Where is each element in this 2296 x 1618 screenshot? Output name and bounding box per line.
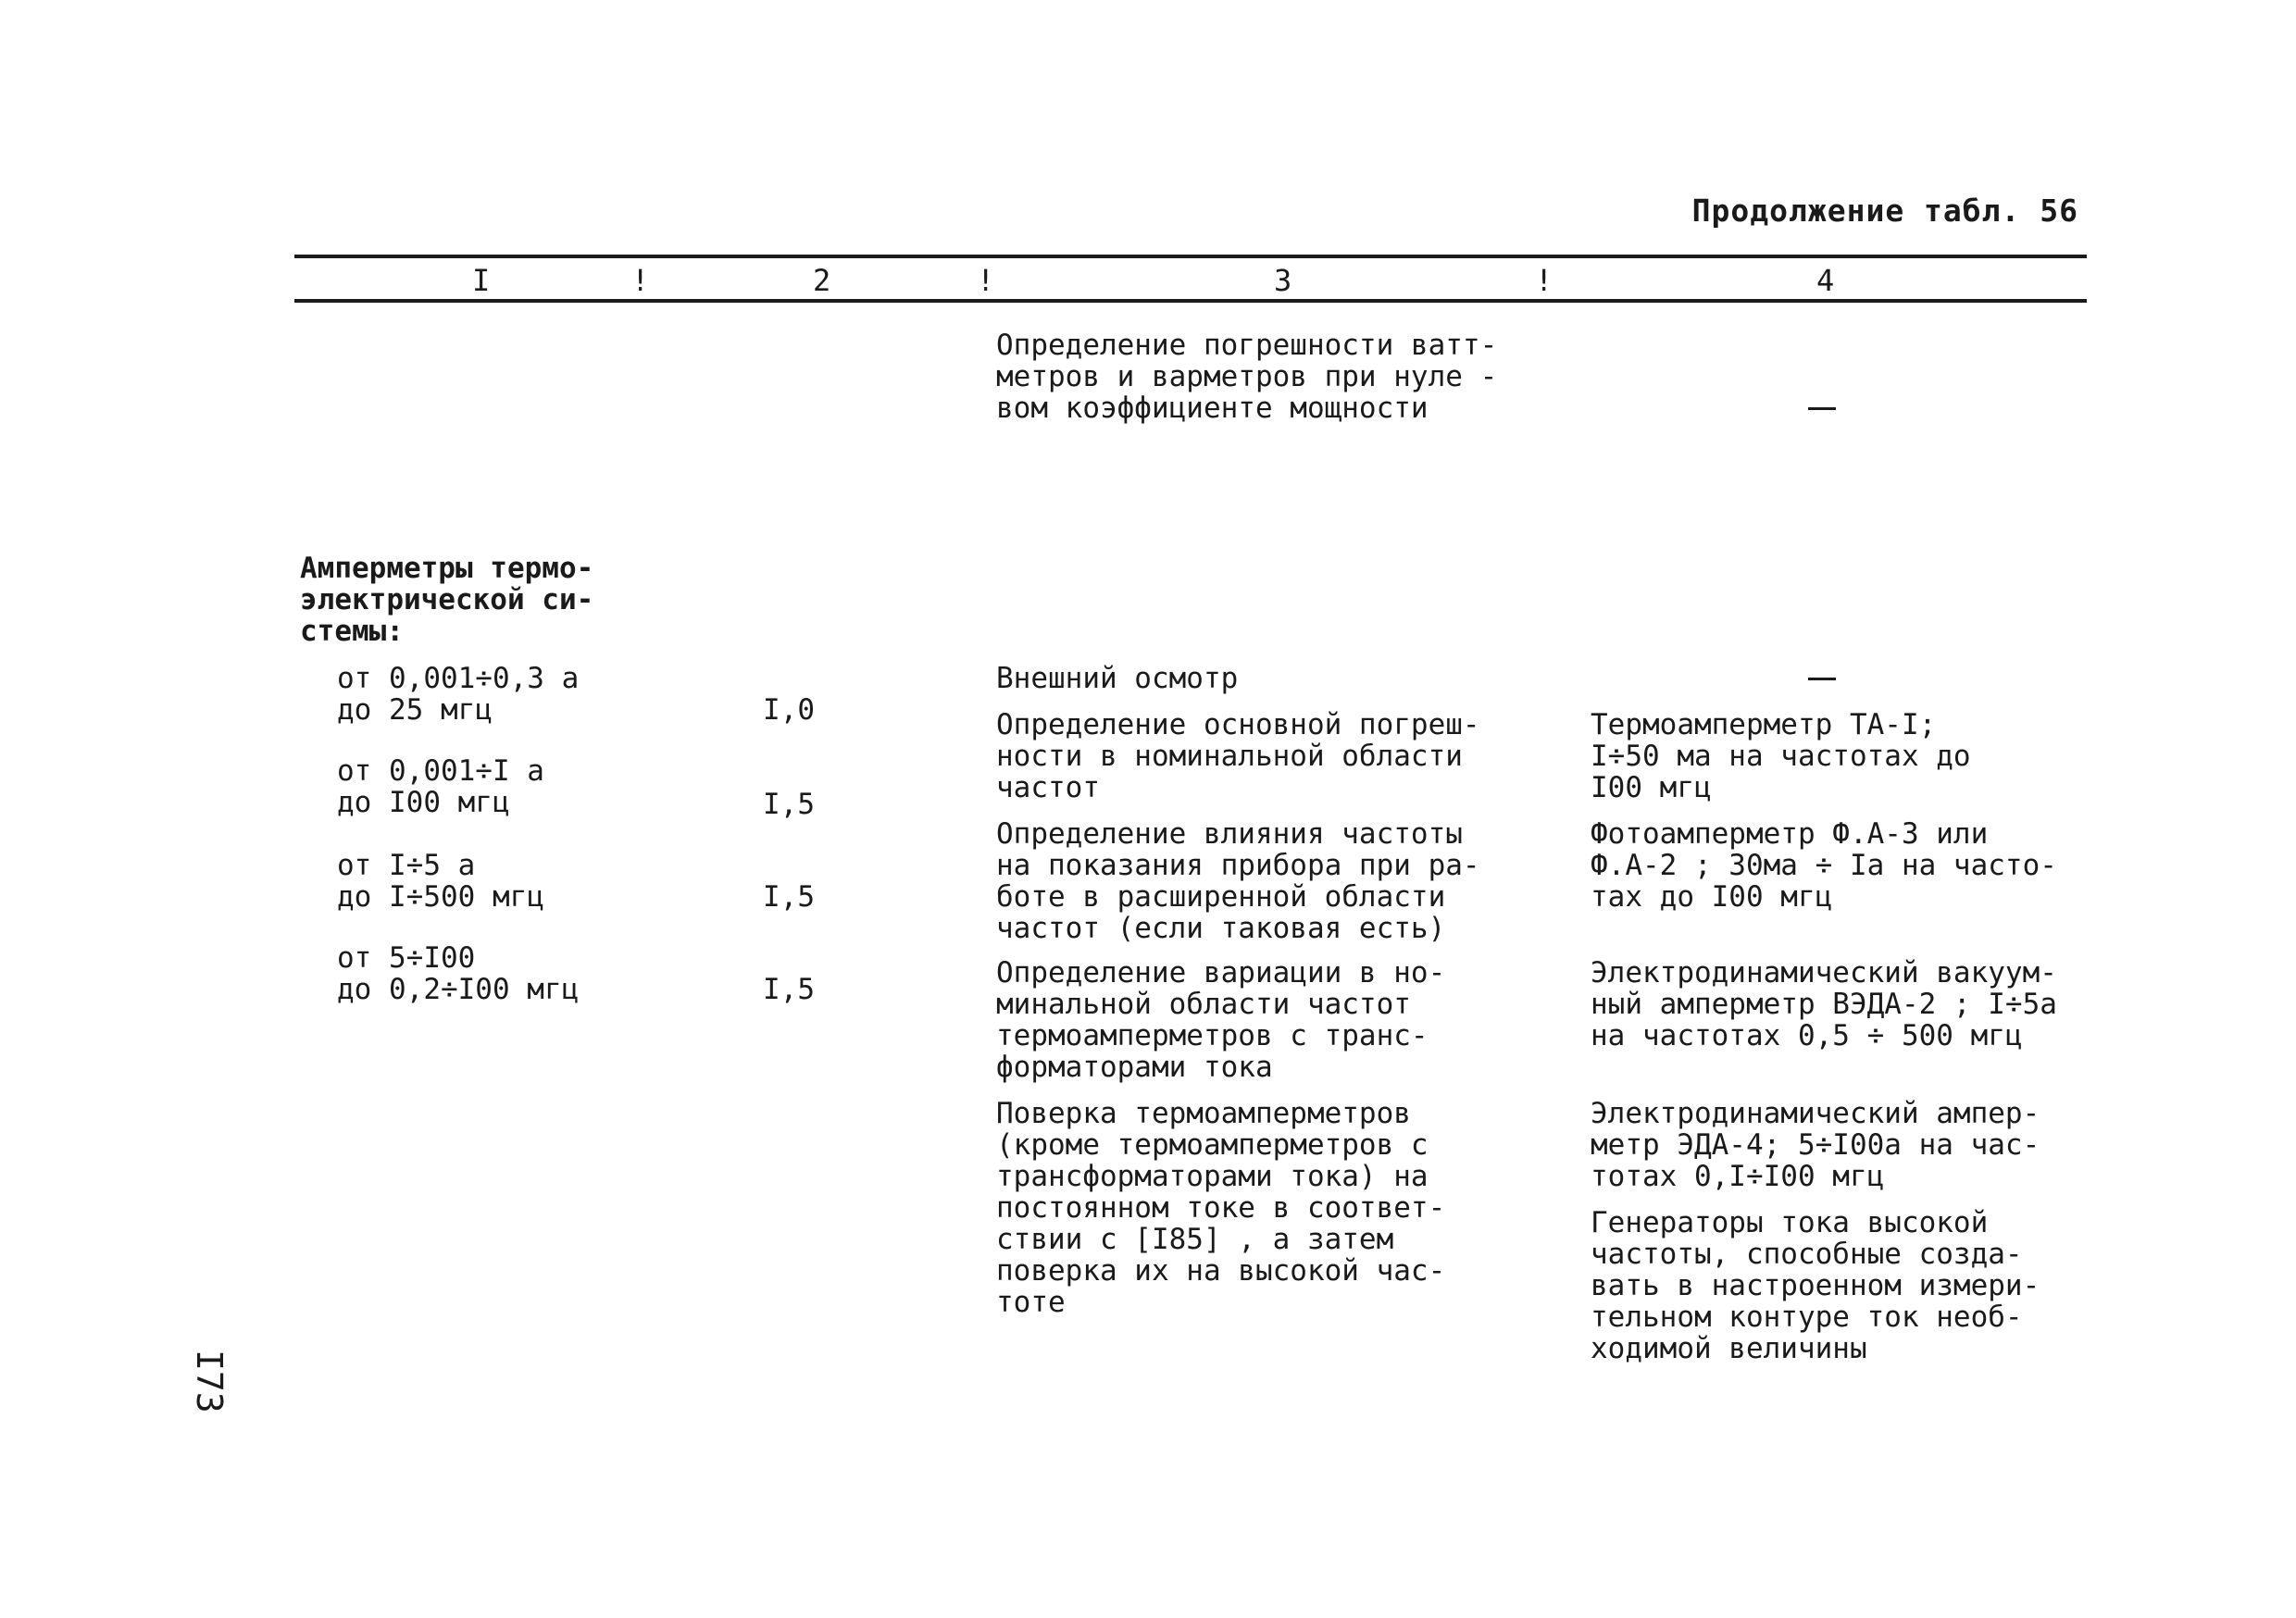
- table-caption: Продолжение табл. 56: [1691, 193, 2078, 229]
- group-title: Амперметры термо- электрической си- стемы:: [300, 552, 594, 648]
- means-eda4: Электродинамический ампер- метр ЭДА-4; 5÷I00а на час- тотах 0,I÷I00 мгц: [1591, 1097, 2040, 1193]
- column-separator: !: [631, 263, 650, 298]
- range-1: от 0,001÷0,3 а до 25 мгц: [337, 662, 580, 727]
- column-header-1: I: [472, 263, 491, 298]
- means-dash: [1808, 407, 1836, 410]
- table-top-rule: [294, 255, 2087, 258]
- column-header-2: 2: [813, 263, 831, 298]
- means-photo-ammeter: Фотоамперметр Ф.А-3 или Ф.А-2 ; 30ма ÷ Iа на часто- тах до I00 мгц: [1591, 817, 2057, 914]
- operation-dc-verification: Поверка термоамперметров (кроме термоамперметров с трансформаторами тока) на постоянном токе в соответ- ствии с [I85] , а затем поверка их на высокой час- тоте: [996, 1097, 1446, 1319]
- accuracy-class-4: I,5: [763, 973, 815, 1006]
- means-ta1: Термоамперметр ТА-I; I÷50 ма на частотах до I00 мгц: [1591, 708, 1971, 804]
- accuracy-class-2: I,5: [763, 788, 815, 821]
- column-header-3: 3: [1274, 263, 1292, 298]
- operation-variation: Определение вариации в но- минальной области частот термоамперметров с транс- форматорами тока: [996, 956, 1446, 1084]
- column-separator: !: [1535, 263, 1554, 298]
- operation-wattmeter-error: Определение погрешности ватт- метров и варметров при нуле - вом коэффициенте мощности: [996, 329, 1498, 425]
- accuracy-class-1: I,0: [763, 693, 815, 727]
- operation-inspection: Внешний осмотр: [996, 662, 1239, 695]
- range-2: от 0,001÷I а до I00 мгц: [337, 754, 544, 819]
- range-3: от I÷5 а до I÷500 мгц: [337, 849, 544, 914]
- column-header-4: 4: [1816, 263, 1835, 298]
- means-dash: [1808, 678, 1836, 680]
- operation-frequency-influence: Определение влияния частоты на показания прибора при ра- боте в расширенной области частот (если таковая есть): [996, 817, 1480, 945]
- column-separator: !: [977, 263, 995, 298]
- means-generators: Генераторы тока высокой частоты, способные созда- вать в настроенном измери- тельном контуре ток необ- ходимой величины: [1591, 1206, 2040, 1365]
- range-4: от 5÷I00 до 0,2÷I00 мгц: [337, 941, 580, 1006]
- operation-basic-error: Определение основной погреш- ности в номинальной области частот: [996, 708, 1480, 804]
- page-number: I73: [189, 1350, 230, 1413]
- accuracy-class-3: I,5: [763, 880, 815, 914]
- table-header-rule: [294, 299, 2087, 303]
- means-vacuum-ammeter: Электродинамический вакуум- ный амперметр ВЭДА-2 ; I÷5а на частотах 0,5 ÷ 500 мгц: [1591, 956, 2057, 1052]
